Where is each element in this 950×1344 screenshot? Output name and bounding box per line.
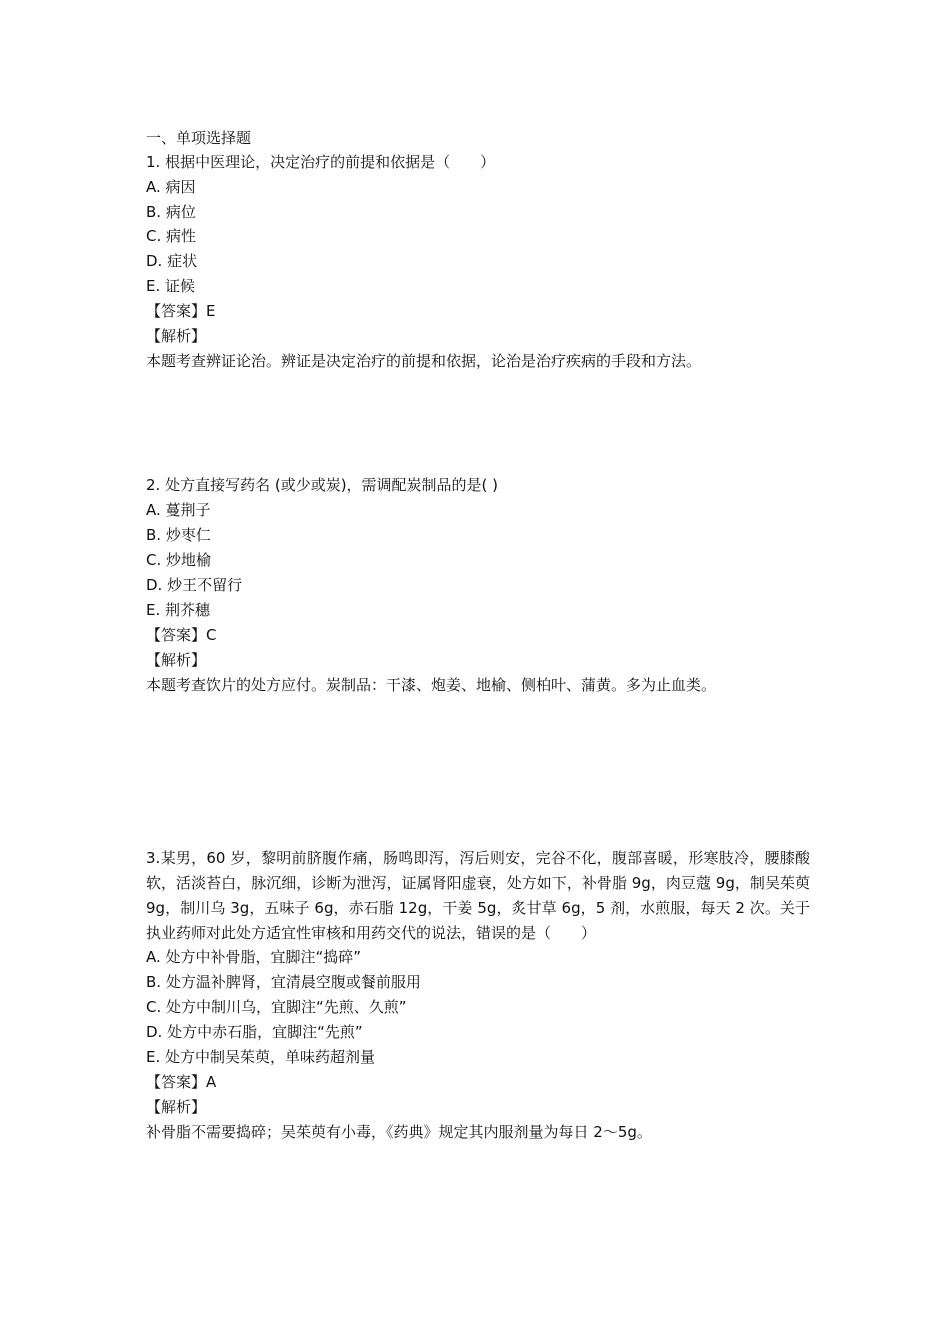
question-2-analysis-label: 【解析】 xyxy=(146,651,207,669)
question-1-option-a: A. 病因 xyxy=(146,178,196,196)
question-1-option-d: D. 症状 xyxy=(146,252,198,270)
question-3-stem: 3.某男，60 岁，黎明前脐腹作痛，肠鸣即泻，泻后则安，完谷不化，腹部喜暖，形寒肢冷，腰膝酸软，活淡苔白，脉沉细，诊断为泄泻，证属肾阳虚衰，处方如下，补骨脂 9g，肉豆蔻 9g，制吴茱萸 9g，制川乌 3g，五味子 6g，赤石脂 12g，干姜 5g，炙甘草 6g，5 剂，水煎服，每天 2 次。关于执业药师对此处方适宜性审核和用药交代的说法，错误的是（ ） xyxy=(146,849,810,942)
question-1-analysis-label: 【解析】 xyxy=(146,327,207,345)
question-3-answer: 【答案】A xyxy=(146,1073,217,1091)
question-2-analysis: 本题考查饮片的处方应付。炭制品：干漆、炮姜、地榆、侧柏叶、蒲黄。多为止血类。 xyxy=(146,676,717,694)
question-1-option-b: B. 病位 xyxy=(146,203,196,221)
question-3-option-c: C. 处方中制川乌，宜脚注“先煎、久煎” xyxy=(146,998,407,1016)
question-1-answer: 【答案】E xyxy=(146,302,216,320)
question-2-option-d: D. 炒王不留行 xyxy=(146,576,243,594)
question-1-analysis: 本题考查辨证论治。辨证是决定治疗的前提和依据，论治是治疗疾病的手段和方法。 xyxy=(146,352,702,370)
question-3-analysis-label: 【解析】 xyxy=(146,1098,207,1116)
question-3-option-a: A. 处方中补骨脂，宜脚注“捣碎” xyxy=(146,948,362,966)
question-1-stem: 1. 根据中医理论，决定治疗的前提和依据是（ ） xyxy=(146,153,496,171)
question-2-stem: 2. 处方直接写药名 (或少或炭)，需调配炭制品的是( ) xyxy=(146,476,499,494)
section-title: 一、单项选择题 xyxy=(146,129,252,147)
question-2-option-e: E. 荆芥穗 xyxy=(146,601,211,619)
question-2-option-c: C. 炒地榆 xyxy=(146,551,212,569)
question-3-option-b: B. 处方温补脾肾，宜清晨空腹或餐前服用 xyxy=(146,973,421,991)
question-1-option-c: C. 病性 xyxy=(146,227,197,245)
question-2-option-a: A. 蔓荆子 xyxy=(146,501,211,519)
question-3-option-d: D. 处方中赤石脂，宜脚注“先煎” xyxy=(146,1023,363,1041)
question-1-option-e: E. 证候 xyxy=(146,277,196,295)
question-2-option-b: B. 炒枣仁 xyxy=(146,526,211,544)
question-2-answer: 【答案】C xyxy=(146,626,217,644)
question-3-option-e: E. 处方中制吴茱萸，单味药超剂量 xyxy=(146,1048,376,1066)
question-3-analysis: 补骨脂不需要捣碎；吴茱萸有小毒，《药典》规定其内服剂量为每日 2～5g。 xyxy=(146,1123,652,1141)
